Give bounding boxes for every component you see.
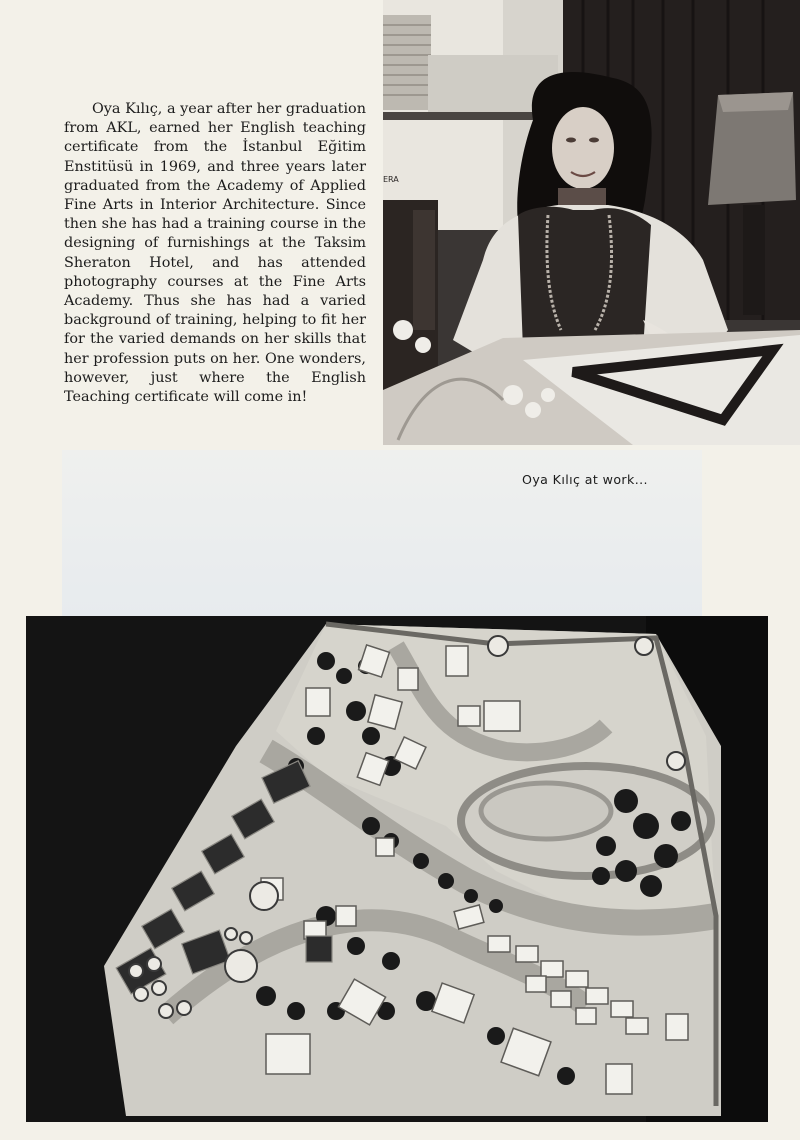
portrait-photo bbox=[383, 0, 800, 445]
article-paragraph: Oya Kılıç, a year after her graduation from AKL, earned her English teaching certificate from the İstanbul Eğitim Enstitüsü in 1969, and three years later graduated from the Academy of Applied Fine Arts in Interior Architecture. Since then she has had a training course in the designing of furnishings at the Taksim Sheraton Hotel, and has attended photography courses at the Fine Arts Academy. Thus she has had a varied background of training, helping to fit her for the varied demands on her skills that her profession puts on her. One wonders, however, just where the English Teaching certificate will come in! bbox=[64, 101, 366, 406]
architectural-model-photo bbox=[26, 616, 768, 1122]
site-model-illustration bbox=[26, 616, 768, 1122]
portrait-photo-illustration bbox=[383, 0, 800, 445]
photo-caption: Oya Kılıç at work... bbox=[522, 472, 648, 487]
svg-text:ERA: ERA bbox=[383, 175, 399, 184]
